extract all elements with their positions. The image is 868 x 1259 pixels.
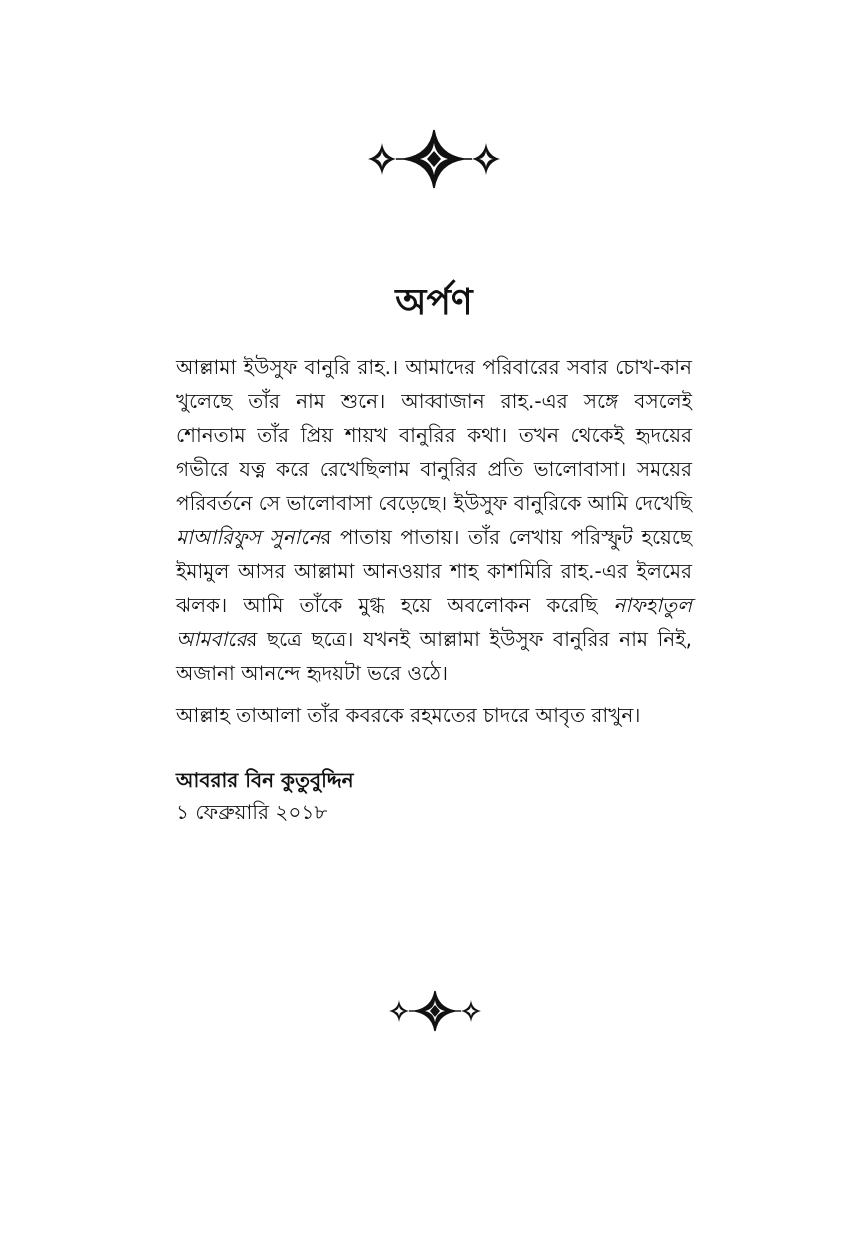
top-ornament-icon [367, 127, 501, 191]
bottom-ornament-icon [389, 989, 481, 1033]
paragraph-text-2: র পাতায় পাতায়। তাঁর লেখায় পরিস্ফুট হয়েছে ইমামুল আসর আল্লামা আনওয়ার শাহ কাশমিরি রাহ.-এর ইলমের ঝলক। আমি তাঁকে মুগ্ধ হয়ে অবলোকন করেছি [176, 525, 692, 617]
paragraph-text-3: র ছত্রে ছত্রে। যখনই আল্লামা ইউসুফ বানুরির নাম নিই, অজানা আনন্দে হৃদয়টা ভরে ওঠে। [176, 627, 692, 685]
book-title-nafhatul-ambar: নাফহাতুল আমবারে [176, 593, 692, 651]
page-title: অর্পণ [395, 281, 473, 323]
book-title-maariful-sunan: মাআরিফুস সুনানে [176, 525, 321, 549]
dedication-paragraph [176, 350, 692, 690]
signature-block [176, 764, 696, 828]
signature-date: ১ ফেব্রুয়ারি ২০১৮ [176, 800, 328, 824]
paragraph-text-1: আল্লামা ইউসুফ বানুরি রাহ.। আমাদের পরিবারের সবার চোখ-কান খুলেছে তাঁর নাম শুনে। আব্বাজান রাহ.-এর সঙ্গে বসলেই শোনতাম তাঁর প্রিয় শায়খ বানুরির কথা। তখন থেকেই হৃদয়ের গভীরে যত্ন করে রেখেছিলাম বানুরির প্রতি ভালোবাসা। সময়ের পরিবর্তনে সে ভালোবাসা বেড়েছে। ইউসুফ বানুরিকে আমি দেখেছি [176, 355, 692, 515]
dedication-body [176, 350, 692, 732]
author-name: আবরার বিন কুতুবুদ্দিন [176, 768, 354, 792]
prayer-line: আল্লাহ তাআলা তাঁর কবরকে রহমতের চাদরে আবৃত রাখুন। [176, 703, 641, 727]
